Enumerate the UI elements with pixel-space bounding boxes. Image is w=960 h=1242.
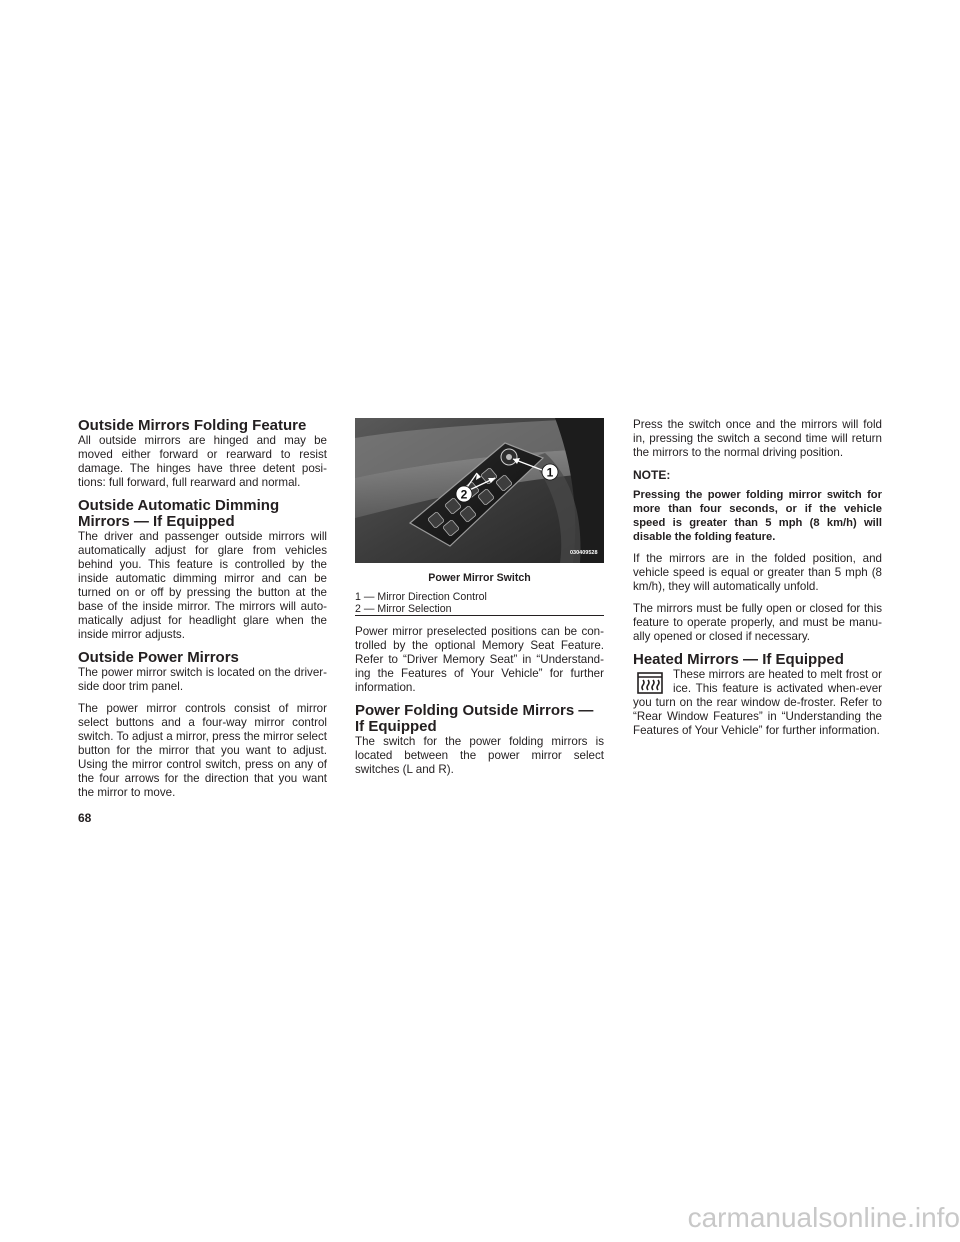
figure-caption: Power Mirror Switch <box>428 572 531 584</box>
heading-auto-dimming: Outside Automatic Dimming Mirrors — If Equipped <box>78 497 280 530</box>
heading-power-folding: Power Folding Outside Mirrors — If Equipped <box>355 702 594 735</box>
column-left <box>78 418 327 808</box>
legend-item-2: 2 — Mirror Selection <box>355 603 604 616</box>
note-text: Pressing the power folding mirror switch for more than four seconds, or if the vehicle speed is greater than 5 mph (8 km/h) will disable the folding feature. <box>633 489 882 543</box>
column-middle <box>355 418 604 785</box>
callout-1-label: 1 <box>546 465 554 480</box>
paragraph-press-switch: Press the switch once and the mirrors will fold in, pressing the switch a second time will return the mirrors to the normal driving position. <box>633 418 882 459</box>
heated-mirrors-block <box>633 668 882 738</box>
paragraph-memory-seat: Power mirror preselected positions can be con-trolled by the optional Memory Seat Feature. Refer to “Driver Memory Seat” in “Understand-ing the Features of Your Vehicle” for further information. <box>355 625 604 694</box>
paragraph-auto-dimming: The driver and passenger outside mirrors will automatically adjust for glare from vehicles behind you. This feature is controlled by the inside automatic dimming mirror and can be turned on or off by pressing the button at the base of the inside mirror. The mirrors will auto-matically adjust for headlight glare when the inside mirror adjusts. <box>78 530 327 641</box>
legend-item-1: 1 — Mirror Direction Control <box>355 591 487 603</box>
paragraph-power-folding: The switch for the power folding mirrors is located between the power mirror select switches (L and R). <box>355 735 604 776</box>
paragraph-auto-unfold: If the mirrors are in the folded position, and vehicle speed is equal or greater than 5 mph (8 km/h), they will automatically unfold. <box>633 552 882 593</box>
watermark: carmanualsonline.info <box>687 1202 960 1233</box>
figure-power-mirror-switch <box>355 418 604 616</box>
paragraph-folding-feature: All outside mirrors are hinged and may be moved either forward or rearward to resist damage. The hinges have three detent posi-tions: full forward, full rearward and normal. <box>78 434 327 489</box>
column-right <box>633 418 882 746</box>
switch-photo <box>355 418 604 563</box>
paragraph-fully-open: The mirrors must be fully open or closed for this feature to operate properly, and must be manu-ally opened or closed if necessary. <box>633 602 882 643</box>
page-number: 68 <box>78 811 92 825</box>
callout-2-label: 2 <box>460 487 468 502</box>
paragraph-power-mirrors-controls: The power mirror controls consist of mirror select buttons and a four-way mirror control switch. To adjust a mirror, press the mirror select button for the mirror that you want to adjust. Using the mirror control switch, press on any of the four arrows for the direction that you want the mirror to move. <box>78 702 327 799</box>
switch-photo-image <box>355 418 604 563</box>
paragraph-power-mirrors-location: The power mirror switch is located on the driver-side door trim panel. <box>78 666 327 693</box>
heading-heated-mirrors: Heated Mirrors — If Equipped <box>633 651 844 668</box>
heading-power-mirrors: Outside Power Mirrors <box>78 649 239 666</box>
heading-folding-feature: Outside Mirrors Folding Feature <box>78 417 307 434</box>
note-label: NOTE: <box>633 468 671 482</box>
figure-code: 030409528 <box>570 550 598 556</box>
paragraph-heated-mirrors: These mirrors are heated to melt frost or ice. This feature is activated when-ever you turn on the rear window de-froster. Refer to “Rear Window Features” in “Understanding the Features of Your Vehicle” for further information. <box>633 668 882 737</box>
rear-defrost-icon <box>637 672 663 694</box>
